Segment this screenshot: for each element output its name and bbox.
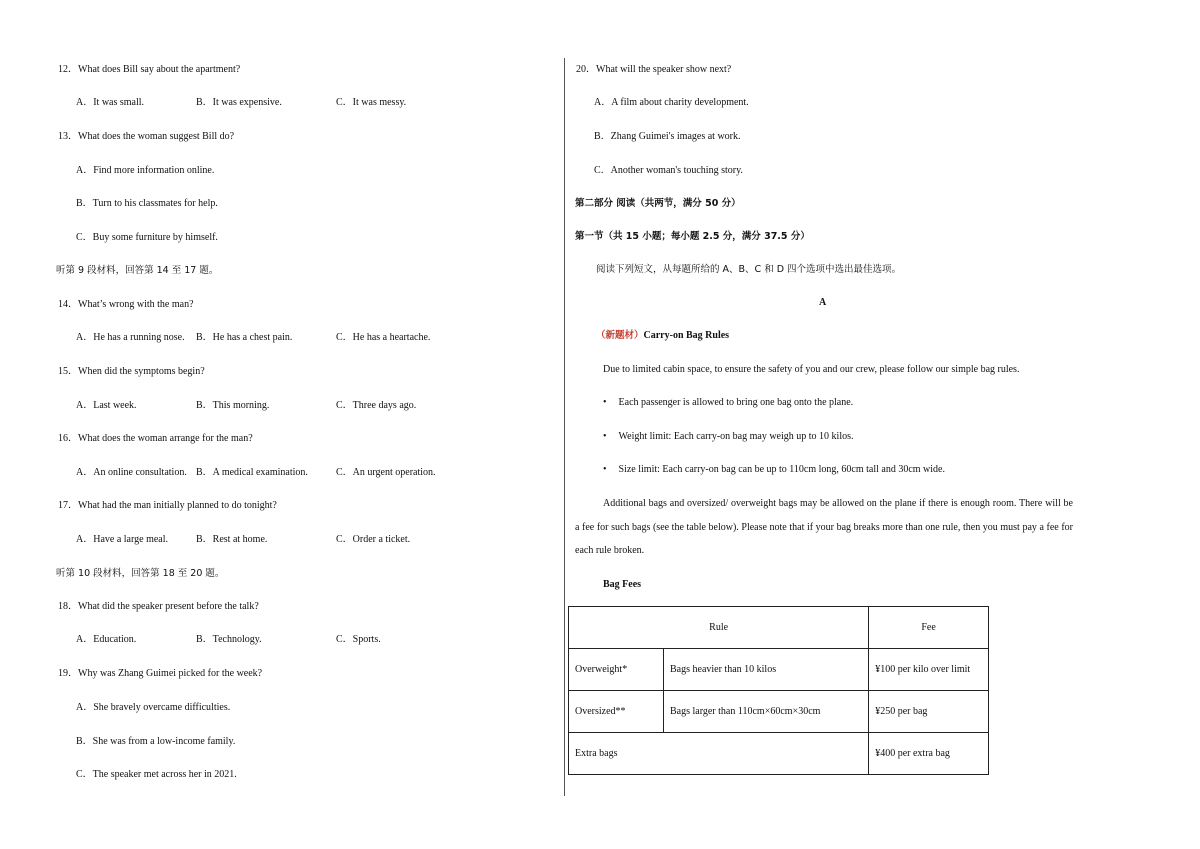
option-c: C．Sports.	[336, 634, 381, 645]
row-fee: ¥100 per kilo over limit	[869, 649, 989, 691]
question-12: 12．What does Bill say about the apartment?	[58, 64, 241, 75]
bullet-text: Weight limit: Each carry-on bag may weigh up to 10 kilos.	[618, 431, 854, 442]
option-a: A．He has a running nose.	[76, 332, 185, 343]
instruction-text: 阅读下列短文，从每题所给的 A、B、C 和 D 四个选项中选出最佳选项。	[596, 264, 902, 275]
passage-title	[596, 330, 729, 342]
option-c: C．Buy some furniture by himself.	[76, 232, 218, 243]
option-b: B．He has a chest pain.	[196, 332, 293, 343]
title-tag: （新题材）	[596, 330, 644, 341]
option-a: A．Find more information online.	[76, 165, 215, 176]
option-b: B．A medical examination.	[196, 467, 308, 478]
table-header-row	[569, 607, 989, 649]
row-fee: ¥250 per bag	[869, 691, 989, 733]
option-c: C．He has a heartache.	[336, 332, 431, 343]
question-15: 15．When did the symptoms begin?	[58, 366, 205, 377]
bullet-text: Size limit: Each carry-on bag can be up to 110cm long, 60cm tall and 30cm wide.	[618, 464, 945, 475]
option-b: B．Zhang Guimei's images at work.	[594, 131, 741, 142]
option-a: A．Have a large meal.	[76, 534, 168, 545]
section-heading-10: 听第 10 段材料，回答第 18 至 20 题。	[56, 568, 225, 579]
option-a: A．An online consultation.	[76, 467, 187, 478]
option-b: B．Technology.	[196, 634, 262, 645]
table-row	[569, 649, 989, 691]
bullet-text: Each passenger is allowed to bring one bag onto the plane.	[618, 397, 854, 408]
row-label: Extra bags	[569, 733, 869, 775]
question-20: 20．What will the speaker show next?	[576, 64, 732, 75]
question-13: 13．What does the woman suggest Bill do?	[58, 131, 235, 142]
option-c: C．Order a ticket.	[336, 534, 411, 545]
bullet-2	[603, 431, 854, 443]
row-fee: ¥400 per extra bag	[869, 733, 989, 775]
section-heading-9: 听第 9 段材料，回答第 14 至 17 题。	[56, 265, 219, 276]
bullet-icon: •	[603, 464, 607, 475]
paragraph-2: Additional bags and oversized/ overweight bags may be allowed on the plane if there is enough room. There will be a fee for such bags (see the table below). Please note that if your bag breaks more than one rule, then you must pay a fee for each rule broken.	[575, 498, 1073, 556]
option-a: A．She bravely overcame difficulties.	[76, 702, 231, 713]
question-19: 19．Why was Zhang Guimei picked for the week?	[58, 668, 263, 679]
intro-paragraph: Due to limited cabin space, to ensure the safety of you and our crew, please follow our simple bag rules.	[603, 364, 1020, 375]
bag-fees-table	[568, 606, 989, 775]
option-b: B．Rest at home.	[196, 534, 268, 545]
option-b: B．This morning.	[196, 400, 270, 411]
header-rule: Rule	[569, 607, 869, 649]
option-c: C．It was messy.	[336, 97, 407, 108]
option-c: C．An urgent operation.	[336, 467, 436, 478]
option-b: B．She was from a low-income family.	[76, 736, 236, 747]
table-row	[569, 691, 989, 733]
option-b: B．Turn to his classmates for help.	[76, 198, 218, 209]
question-16: 16．What does the woman arrange for the man?	[58, 433, 253, 444]
row-desc: Bags heavier than 10 kilos	[664, 649, 869, 691]
bullet-1	[603, 397, 853, 409]
option-c: C．Another woman's touching story.	[594, 165, 743, 176]
column-divider	[564, 58, 565, 796]
option-a: A．Last week.	[76, 400, 137, 411]
bullet-3	[603, 464, 945, 476]
bullet-icon: •	[603, 431, 607, 442]
part-heading: 第二部分 阅读（共两节，满分 50 分）	[575, 198, 741, 209]
option-c: C．The speaker met across her in 2021.	[76, 769, 237, 780]
table-row	[569, 733, 989, 775]
option-a: A．It was small.	[76, 97, 145, 108]
question-17: 17．What had the man initially planned to do tonight?	[58, 500, 277, 511]
table-title: Bag Fees	[603, 579, 642, 590]
header-fee: Fee	[869, 607, 989, 649]
option-b: B．It was expensive.	[196, 97, 282, 108]
passage-letter: A	[819, 297, 827, 308]
bullet-icon: •	[603, 397, 607, 408]
option-a: A．A film about charity development.	[594, 97, 749, 108]
option-a: A．Education.	[76, 634, 137, 645]
section-heading: 第一节（共 15 小题；每小题 2.5 分，满分 37.5 分）	[575, 231, 810, 242]
title-text: Carry-on Bag Rules	[643, 330, 730, 341]
row-label: Overweight*	[569, 649, 664, 691]
question-18: 18．What did the speaker present before the talk?	[58, 601, 259, 612]
row-label: Oversized**	[569, 691, 664, 733]
row-desc: Bags larger than 110cm×60cm×30cm	[664, 691, 869, 733]
option-c: C．Three days ago.	[336, 400, 417, 411]
question-14: 14．What’s wrong with the man?	[58, 299, 194, 310]
